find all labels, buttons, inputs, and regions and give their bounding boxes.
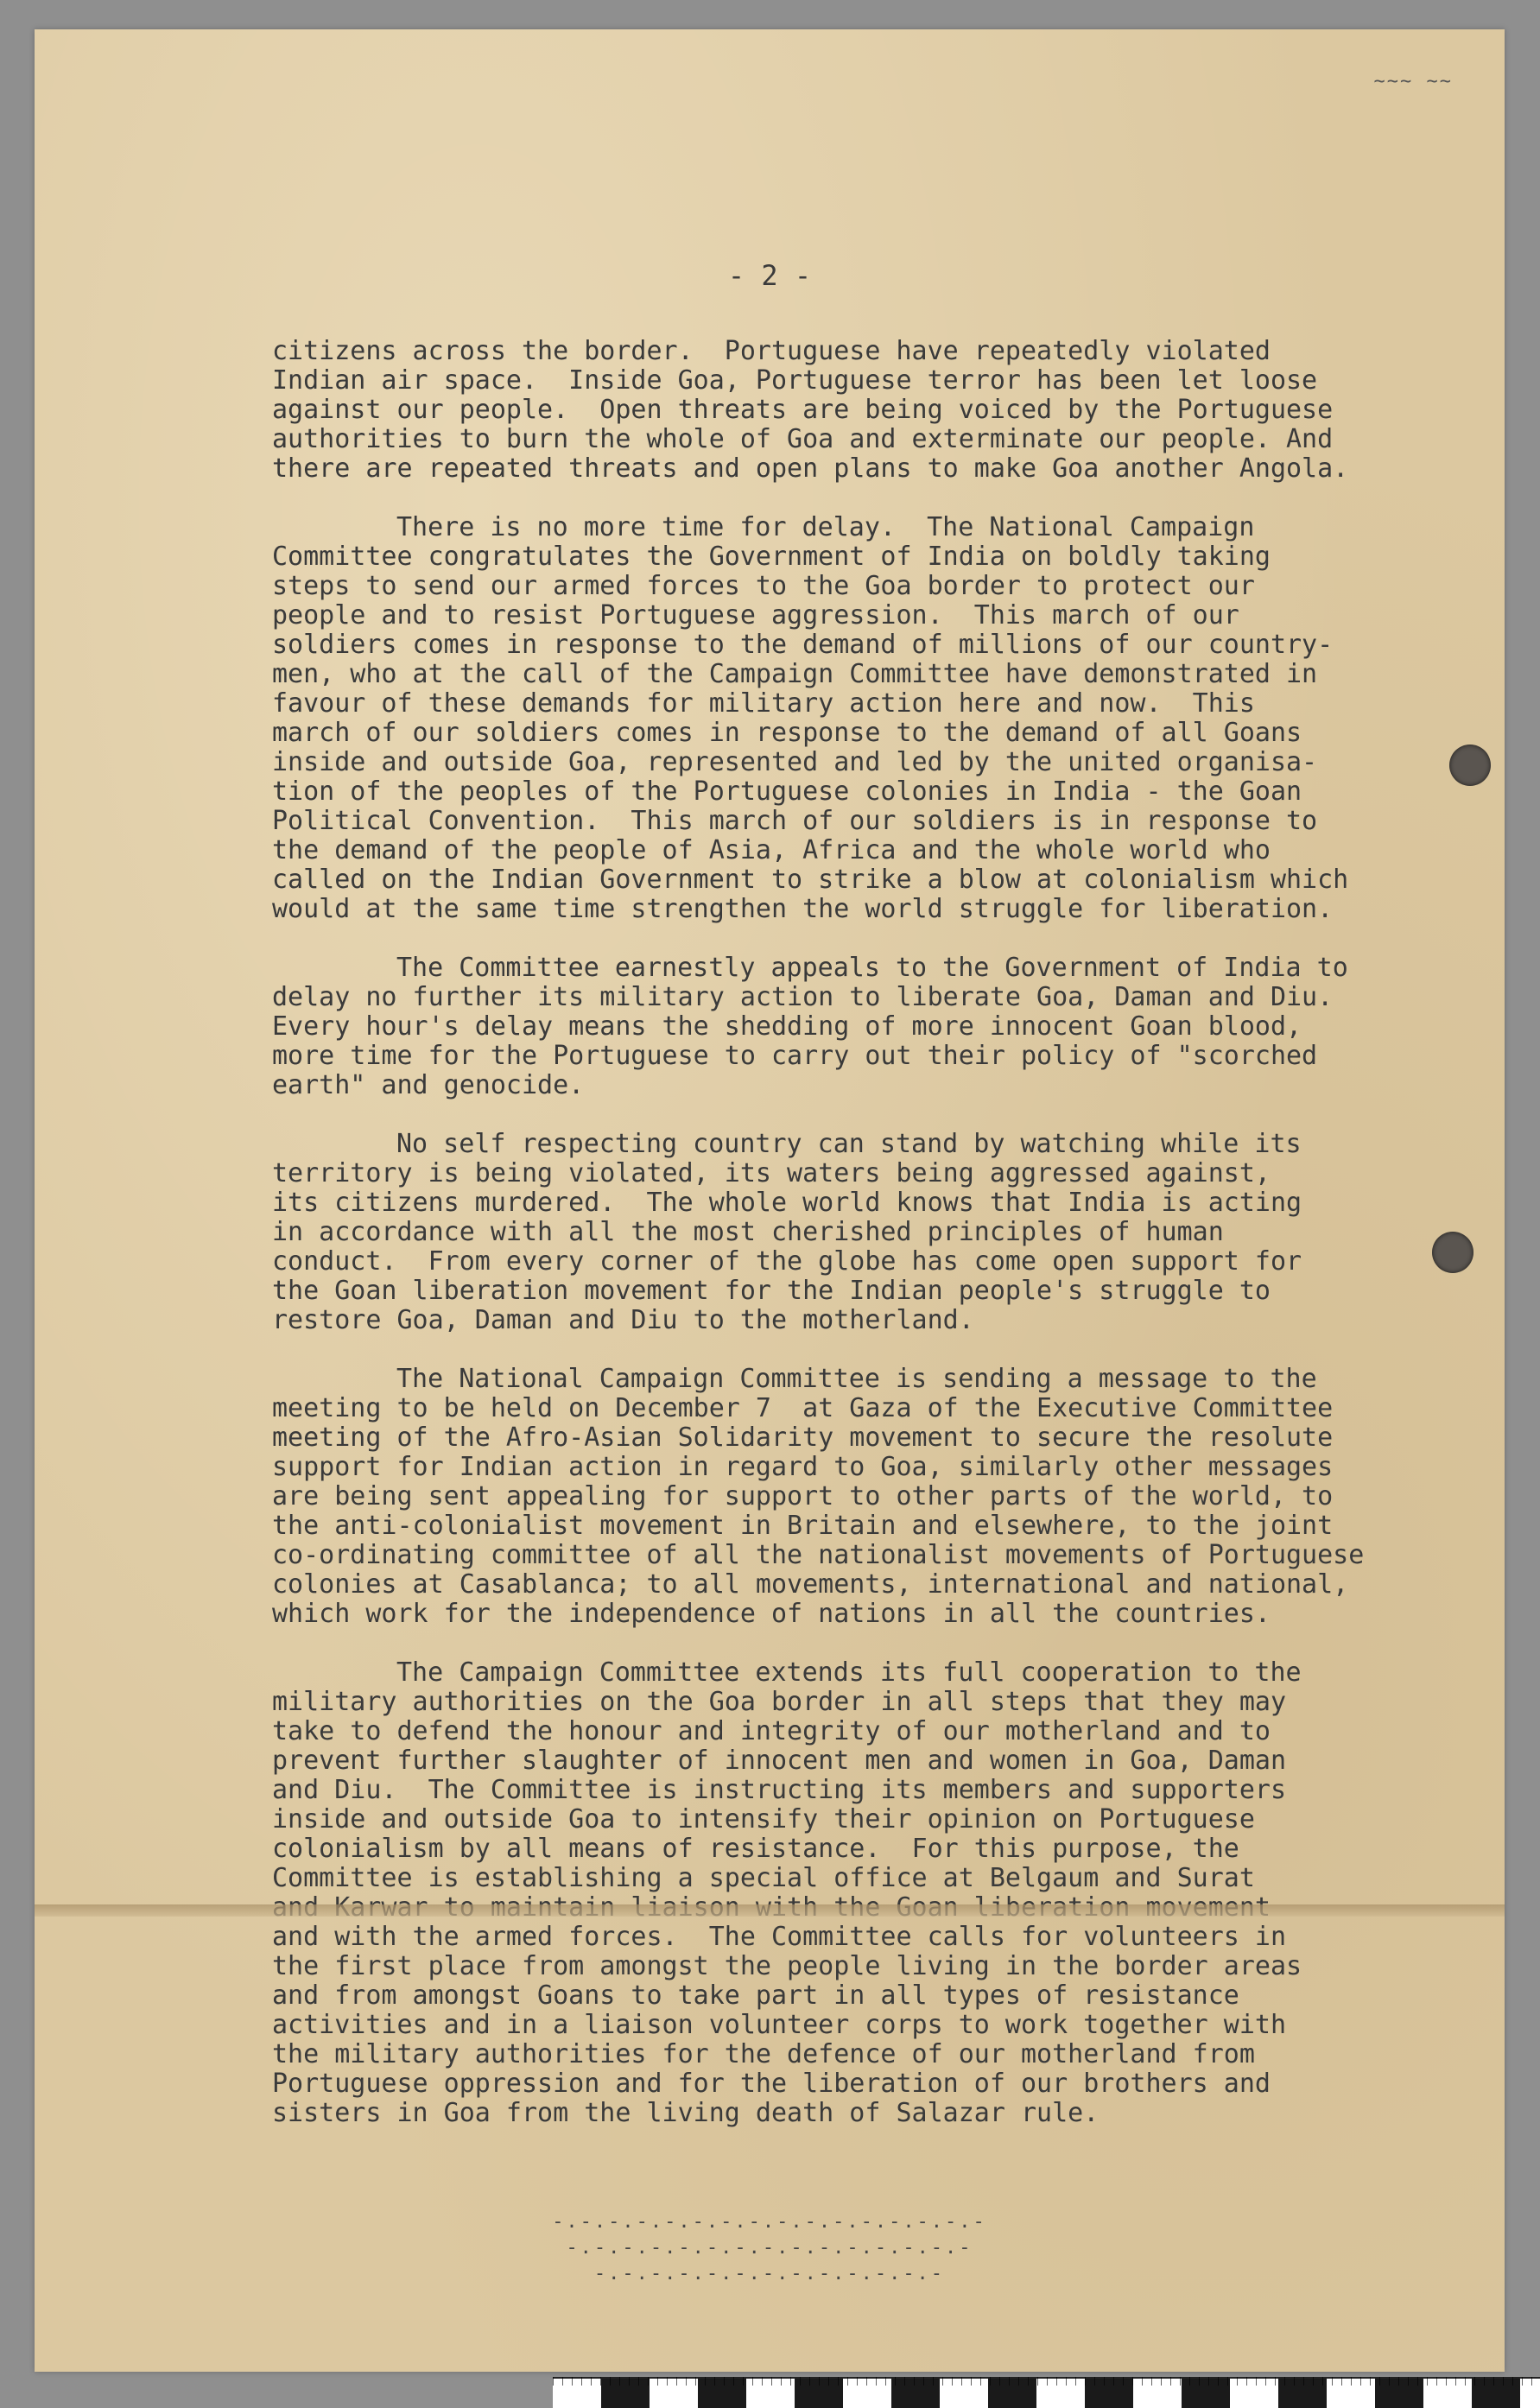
text-line: take to defend the honour and integrity of our motherland and to — [272, 1716, 1271, 1746]
text-line: which work for the independence of nations in all the countries. — [272, 1599, 1271, 1629]
text-line: earth" and genocide. — [272, 1070, 585, 1100]
closing-ornament-line-1: -.-.-.-.-.-.-.-.-.-.-.-.-.-.-.- — [552, 2211, 987, 2233]
text-line: the Goan liberation movement for the Indian people's struggle to — [272, 1276, 1271, 1306]
text-line: men, who at the call of the Campaign Committee have demonstrated in — [272, 659, 1318, 689]
text-line: favour of these demands for military action here and now. This — [272, 688, 1255, 719]
text-line: and Diu. The Committee is instructing its members and supporters — [272, 1775, 1286, 1805]
text-line: march of our soldiers comes in response to the demand of all Goans — [272, 718, 1302, 748]
text-line: colonies at Casablanca; to all movements, international and national, — [272, 1569, 1349, 1600]
text-line: military authorities on the Goa border in all steps that they may — [272, 1687, 1286, 1717]
text-line: soldiers comes in response to the demand of millions of our country- — [272, 630, 1334, 660]
text-line: No self respecting country can stand by watching while its — [396, 1129, 1302, 1159]
paragraph — [272, 1130, 1516, 1335]
text-line: co-ordinating committee of all the nationalist movements of Portuguese — [272, 1540, 1365, 1570]
text-line: the demand of the people of Asia, Africa and the whole world who — [272, 835, 1271, 865]
text-line: citizens across the border. Portuguese have repeatedly violated — [272, 336, 1271, 366]
text-line: The National Campaign Committee is sending a message to the — [396, 1364, 1317, 1394]
text-line: support for Indian action in regard to Goa, similarly other messages — [272, 1452, 1334, 1482]
paragraph — [272, 513, 1516, 924]
text-line: are being sent appealing for support to other parts of the world, to — [272, 1481, 1334, 1511]
text-line: there are repeated threats and open plans to make Goa another Angola. — [272, 453, 1349, 484]
text-line: Committee congratulates the Government of India on boldly taking — [272, 542, 1271, 572]
text-line: Indian air space. Inside Goa, Portuguese terror has been let loose — [272, 365, 1318, 396]
text-line: and with the armed forces. The Committee calls for volunteers in — [272, 1922, 1286, 1952]
closing-ornament-line-3: -.-.-.-.-.-.-.-.-.-.-.-.- — [593, 2263, 946, 2284]
text-line: restore Goa, Daman and Diu to the motherland. — [272, 1305, 974, 1335]
text-line: steps to send our armed forces to the Goa border to protect our — [272, 571, 1255, 601]
text-line: The Committee earnestly appeals to the Government of India to — [396, 953, 1348, 983]
text-line: in accordance with all the most cherished principles of human — [272, 1217, 1224, 1247]
text-line: authorities to burn the whole of Goa and exterminate our people. And — [272, 424, 1334, 454]
text-line: the military authorities for the defence of our motherland from — [272, 2039, 1255, 2069]
text-line: and from amongst Goans to take part in all types of resistance — [272, 1980, 1239, 2011]
text-line: against our people. Open threats are being voiced by the Portuguese — [272, 395, 1334, 425]
text-line: activities and in a liaison volunteer corps to work together with — [272, 2010, 1286, 2040]
text-line: more time for the Portuguese to carry out their policy of "scorched — [272, 1041, 1318, 1071]
document-page — [35, 29, 1505, 2372]
closing-ornament-line-2: -.-.-.-.-.-.-.-.-.-.-.-.-.-.- — [566, 2237, 973, 2259]
text-line: tion of the peoples of the Portuguese colonies in India - the Goan — [272, 776, 1302, 807]
page-number: - 2 - — [727, 259, 812, 292]
text-line: meeting to be held on December 7 at Gaza of the Executive Committee — [272, 1393, 1334, 1423]
document-body — [272, 337, 1516, 2158]
scale-ruler-ticks — [553, 2377, 1540, 2386]
text-line: Portuguese oppression and for the liberation of our brothers and — [272, 2069, 1271, 2099]
text-line: called on the Indian Government to strike a blow at colonialism which — [272, 865, 1349, 895]
text-line: would at the same time strengthen the world struggle for liberation. — [272, 894, 1334, 924]
paragraph — [272, 1365, 1516, 1629]
text-line: Political Convention. This march of our soldiers is in response to — [272, 806, 1318, 836]
punch-hole-upper — [1449, 745, 1491, 786]
text-line: meeting of the Afro-Asian Solidarity movement to secure the resolute — [272, 1423, 1334, 1453]
text-line: the anti-colonialist movement in Britain and elsewhere, to the joint — [272, 1511, 1334, 1541]
punch-hole-lower — [1432, 1232, 1473, 1273]
text-line: colonialism by all means of resistance. For this purpose, the — [272, 1834, 1239, 1864]
text-line: Committee is establishing a special office at Belgaum and Surat — [272, 1863, 1255, 1893]
text-line: inside and outside Goa, represented and led by the united organisa- — [272, 747, 1318, 777]
paragraph — [272, 954, 1516, 1100]
paragraph — [272, 337, 1516, 484]
text-line: people and to resist Portuguese aggression. This march of our — [272, 600, 1239, 631]
paper-fold-crease — [35, 1904, 1505, 1917]
text-line: territory is being violated, its waters being aggressed against, — [272, 1158, 1271, 1188]
text-line: conduct. From every corner of the globe has come open support for — [272, 1246, 1302, 1277]
page-corner-mark: ~~~ ~~ — [1373, 71, 1453, 92]
text-line: Every hour's delay means the shedding of more innocent Goan blood, — [272, 1011, 1302, 1042]
text-line: sisters in Goa from the living death of Salazar rule. — [272, 2098, 1100, 2128]
text-line: The Campaign Committee extends its full cooperation to the — [396, 1657, 1302, 1688]
text-line: prevent further slaughter of innocent men and women in Goa, Daman — [272, 1746, 1286, 1776]
paragraph — [272, 1658, 1516, 2128]
text-line: There is no more time for delay. The National Campaign — [396, 512, 1255, 542]
text-line: its citizens murdered. The whole world knows that India is acting — [272, 1188, 1302, 1218]
text-line: the first place from amongst the people living in the border areas — [272, 1951, 1302, 1981]
text-line: inside and outside Goa to intensify their opinion on Portuguese — [272, 1804, 1255, 1835]
text-line: delay no further its military action to liberate Goa, Daman and Diu. — [272, 982, 1334, 1012]
